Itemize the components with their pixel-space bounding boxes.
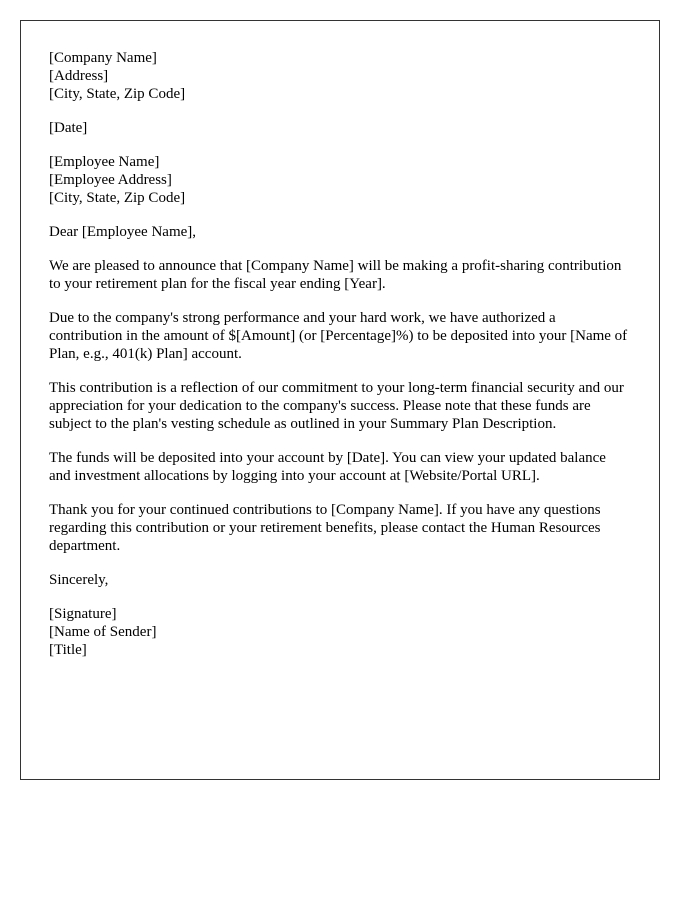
sender-city-state-zip: [City, State, Zip Code] [49, 86, 186, 102]
sender-name: [Name of Sender] [49, 624, 157, 640]
salutation: Dear [Employee Name], [49, 224, 197, 240]
signature: [Signature] [49, 606, 117, 622]
recipient-name: [Employee Name] [49, 154, 160, 170]
signature-block [49, 605, 631, 659]
letter-date: [Date] [49, 120, 88, 136]
date-block [49, 119, 631, 137]
recipient-city-state-zip: [City, State, Zip Code] [49, 190, 186, 206]
recipient-address: [Employee Address] [49, 172, 172, 188]
sender-title: [Title] [49, 642, 87, 658]
body-paragraph-contribution-amount: Due to the company's strong performance and your hard work, we have authorized a contribution in the amount of $[Amount] (or [Percentage]%) to be deposited into your [Name of Plan, e.g., 401(k) Plan] account. [49, 310, 628, 362]
recipient-address-block [49, 153, 631, 207]
closing: Sincerely, [49, 572, 109, 588]
body-paragraph-thank-you: Thank you for your continued contributions to [Company Name]. If you have any questions regarding this contribution or your retirement benefits, please contact the Human Resources department. [49, 502, 601, 554]
letter-document [20, 20, 660, 780]
body-paragraph-announcement: We are pleased to announce that [Company Name] will be making a profit-sharing contribution to your retirement plan for the fiscal year ending [Year]. [49, 258, 622, 292]
body-paragraph-deposit-info: The funds will be deposited into your account by [Date]. You can view your updated balance and investment allocations by logging into your account at [Website/Portal URL]. [49, 450, 606, 484]
body-paragraph-commitment: This contribution is a reflection of our commitment to your long-term financial security and our appreciation for your dedication to the company's success. Please note that these funds are subject to the plan's vesting schedule as outlined in your Summary Plan Description. [49, 380, 624, 432]
sender-company-name: [Company Name] [49, 50, 157, 66]
sender-address: [Address] [49, 68, 109, 84]
sender-address-block [49, 49, 631, 103]
